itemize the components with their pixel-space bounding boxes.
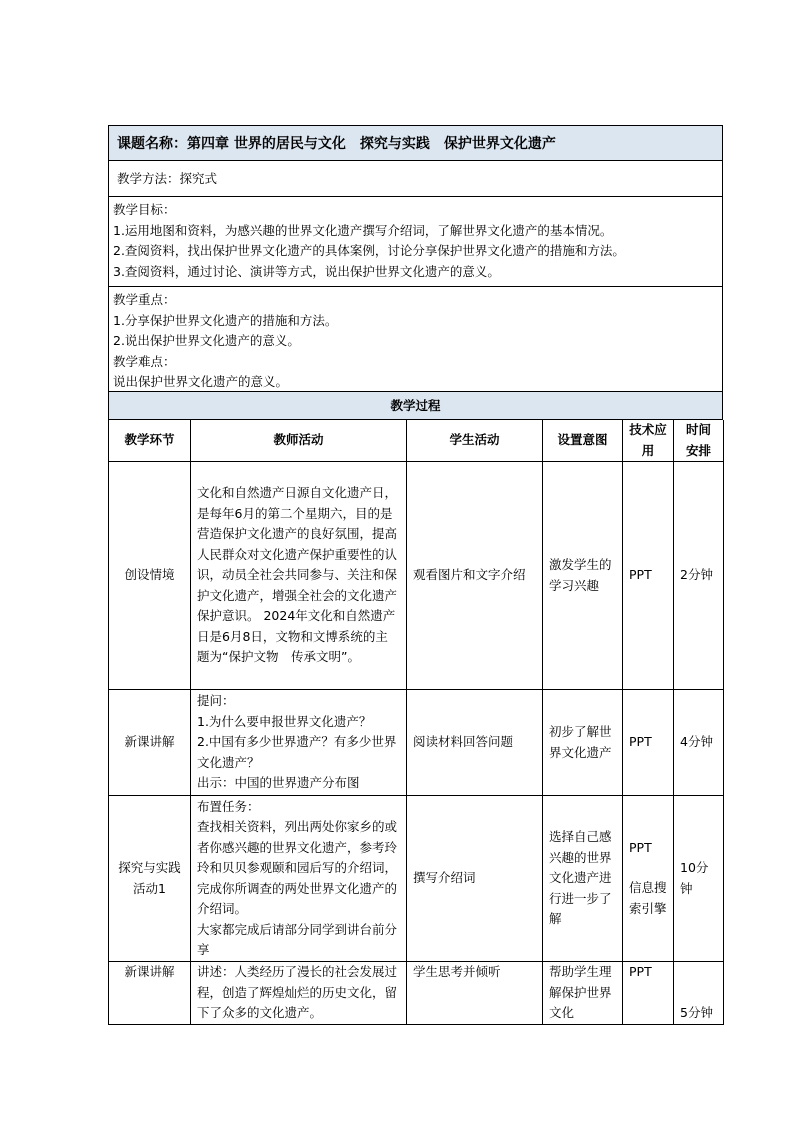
goals-heading: 教学目标： (113, 202, 176, 217)
table-row (109, 796, 724, 962)
row-intent: 激发学生的学习兴趣 (543, 462, 623, 690)
process-title: 教学过程 (108, 392, 723, 420)
header-teacher: 教师活动 (191, 420, 407, 462)
table-row (109, 462, 724, 690)
table-header-row (109, 420, 724, 462)
row-student: 撰写介绍词 (407, 796, 543, 962)
row-tech-extra: 信息搜索引擎 (629, 880, 667, 916)
row-teacher: 提问： 1.为什么要申报世界文化遗产？ 2.中国有多少世界遗产？有多少世界文化遗产？ 出示：中国的世界遗产分布图 (191, 690, 407, 796)
row-time: 10分钟 (674, 796, 724, 962)
row-stage: 新课讲解 (109, 962, 191, 1025)
goal-item: 2.查阅资料，找出保护世界文化遗产的具体案例，讨论分享保护世界文化遗产的措施和方法。 (113, 243, 625, 258)
table-row (109, 962, 724, 1025)
goal-item: 3.查阅资料，通过讨论、演讲等方式，说出保护世界文化遗产的意义。 (113, 263, 500, 279)
row-stage: 创设情境 (109, 462, 191, 690)
row-intent: 初步了解世界文化遗产 (543, 690, 623, 796)
row-intent: 选择自己感兴趣的世界文化遗产进行进一步了解 (543, 796, 623, 962)
row-tech: PPT (623, 690, 674, 796)
difficulty-heading: 教学难点： (113, 353, 176, 369)
row-teacher: 讲述：人类经历了漫长的社会发展过程，创造了辉煌灿烂的历史文化，留下了众多的文化遗产。 (191, 962, 407, 1025)
goal-item: 1.运用地图和资料，为感兴趣的世界文化遗产撰写介绍词，了解世界文化遗产的基本情况。 (113, 222, 613, 238)
teaching-method: 教学方法：探究式 (108, 161, 723, 197)
row-teacher: 文化和自然遗产日源自文化遗产日，是每年6月的第二个星期六，目的是营造保护文化遗产的良好氛围，提高人民群众对文化遗产保护重要性的认识，动员全社会共同参与、关注和保护文化遗产，增强全社会的文化遗产保护意识。 2024年文化和自然遗产日是6月8日，文物和文博系统的主题为“保护文物 传承文明”。 (191, 462, 407, 690)
row-student: 学生思考并倾听 (407, 962, 543, 1025)
row-time: 2分钟 (674, 462, 724, 690)
row-intent: 帮助学生理解保护世界文化 (543, 962, 623, 1025)
row-student: 观看图片和文字介绍 (407, 462, 543, 690)
row-student: 阅读材料回答问题 (407, 690, 543, 796)
difficulty-text: 说出保护世界文化遗产的意义。 (113, 374, 289, 389)
header-intent: 设置意图 (543, 420, 623, 462)
header-stage: 教学环节 (109, 420, 191, 462)
row-time: 4分钟 (674, 690, 724, 796)
header-tech: 技术应用 (623, 420, 674, 462)
header-student: 学生活动 (407, 420, 543, 462)
row-tech: PPT (629, 839, 652, 855)
process-table (108, 420, 724, 1025)
row-tech-cell (623, 796, 674, 962)
row-stage: 新课讲解 (109, 690, 191, 796)
row-tech: PPT (623, 962, 674, 1025)
teaching-goals (108, 197, 723, 287)
focus-heading: 教学重点： (113, 292, 176, 307)
row-teacher: 布置任务： 查找相关资料，列出两处你家乡的或者你感兴趣的世界文化遗产，参考玲玲和贝贝参观颐和园后写的介绍词，完成你所调查的两处世界文化遗产的介绍词。 大家都完成后请部分同学到讲台前分享 (191, 796, 407, 962)
teaching-focus (108, 287, 723, 392)
row-tech: PPT (623, 462, 674, 690)
lesson-plan (108, 125, 723, 1025)
row-stage: 探究与实践活动1 (109, 796, 191, 962)
table-row (109, 690, 724, 796)
lesson-title: 课题名称：第四章 世界的居民与文化 探究与实践 保护世界文化遗产 (108, 125, 723, 161)
row-time: 5分钟 (674, 962, 724, 1025)
focus-item: 1.分享保护世界文化遗产的措施和方法。 (113, 312, 338, 328)
focus-item: 2.说出保护世界文化遗产的意义。 (113, 333, 300, 348)
header-time: 时间安排 (674, 420, 724, 462)
